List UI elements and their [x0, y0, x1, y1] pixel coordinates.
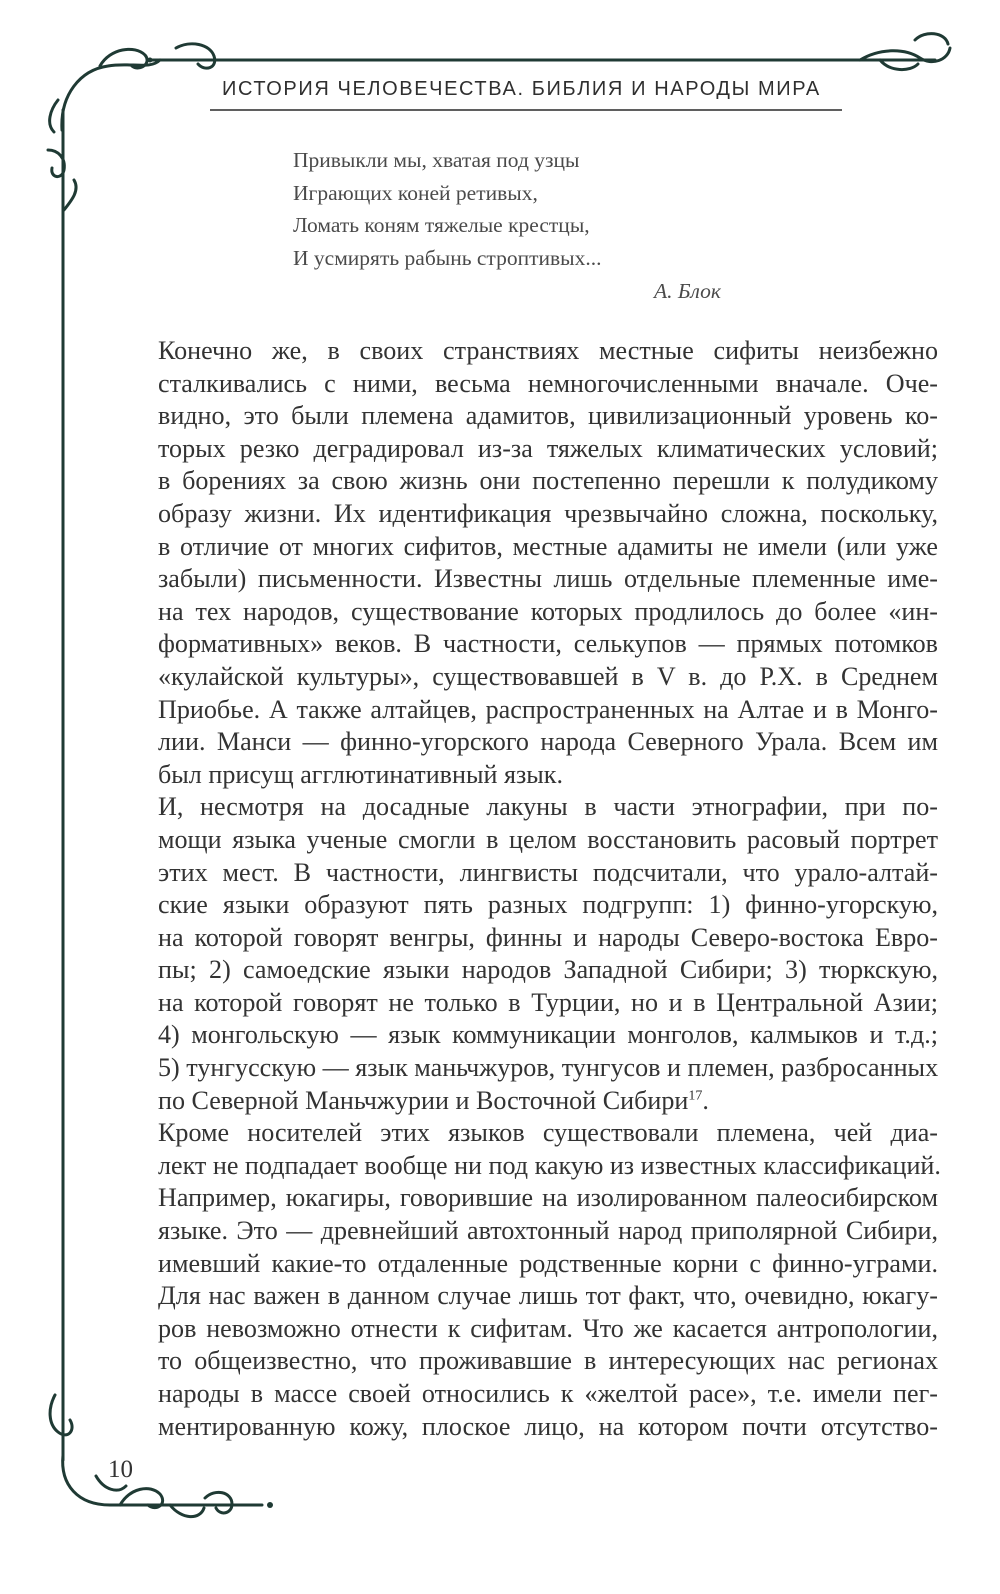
text-line: 5) тунгусскую — язык маньчжуров, тунгусов и племен, разбросанных — [158, 1053, 939, 1083]
text-line: ров невозможно отнести к сифитам. Что же касается антропологии, — [158, 1313, 938, 1343]
text-line: лии. Манси — финно-угорского народа Северного Урала. Всем им — [158, 727, 938, 757]
paragraph — [112, 335, 938, 791]
paragraph — [112, 1117, 941, 1443]
text-line: образу жизни. Их идентификация чрезвычайно сложна, поскольку, — [158, 498, 938, 528]
text-line: этих мест. В частности, лингвисты подсчитали, что урало-алтай- — [158, 857, 938, 887]
text-line: на которой говорят не только в Турции, но и в Центральной Азии; — [158, 987, 938, 1017]
text-line: И, несмотря на досадные лакуны в части этнографии, при по- — [158, 792, 938, 822]
text-line: формативных» веков. В частности, селькупов — прямых потомков — [158, 629, 938, 659]
text-line: «кулайской культуры», существовавшей в V в. до Р.Х. в Среднем — [158, 661, 938, 691]
text-line: сталкивались с ними, весьма немногочисленными вначале. Оче- — [158, 368, 938, 398]
text-line: Конечно же, в своих странствиях местные сифиты неизбежно — [158, 336, 938, 365]
text-line: Приобье. А также алтайцев, распространенных на Алтае и в Монго- — [158, 694, 938, 724]
epigraph — [293, 144, 723, 308]
text-line: на которой говорят венгры, финны и народы Северо-востока Евро- — [158, 922, 938, 952]
epigraph-line: Привыкли мы, хватая под узцы — [293, 148, 580, 172]
text-line: видно, это были племена адамитов, цивилизационный уровень ко- — [158, 401, 938, 431]
running-head: ИСТОРИЯ ЧЕЛОВЕЧЕСТВА. БИБЛИЯ И НАРОДЫ МИРА — [222, 78, 821, 100]
text-line: Для нас важен в данном случае лишь тот факт, что, очевидно, юкагу- — [158, 1281, 938, 1311]
text-line: был присущ агглютинативный язык. — [158, 759, 564, 789]
text-line: торых резко деградировал из-за тяжелых климатических условий; — [158, 433, 938, 463]
text-line: народы в массе своей относились к «желтой расе», т.е. имели пег- — [158, 1379, 938, 1408]
body-text — [112, 335, 941, 1443]
text-line: ские языки образуют пять разных подгрупп: 1) финно-угорскую, — [158, 890, 938, 920]
text-line: Например, юкагиры, говорившие на изолированном палеосибирском — [158, 1183, 938, 1213]
text-line: 4) монгольскую — язык коммуникации монголов, калмыков и т.д.; — [158, 1020, 938, 1050]
text-line: забыли) письменности. Известны лишь отдельные племенные име- — [158, 564, 938, 594]
text-line: языке. Это — древнейший автохтонный народ приполярной Сибири, — [158, 1216, 938, 1246]
epigraph-line: И усмирять рабынь строптивых... — [293, 246, 602, 271]
epigraph-line: Играющих коней ретивых, — [293, 180, 538, 205]
text-line: на тех народов, существование которых продлилось до более «ин- — [158, 596, 938, 626]
text-line-with-footnote: по Северной Маньчжурии и Восточной Сибири$^{17}$. — [158, 1085, 709, 1115]
text-line: лект не подпадает вообще ни под какую из известных классификаций. — [158, 1150, 941, 1180]
text-line: пы; 2) самоедские языки народов Западной Сибири; 3) тюркскую, — [158, 955, 938, 985]
text-line: в отличие от многих сифитов, местные адамиты не имели (или уже — [158, 531, 938, 561]
text-line: то общеизвестно, что проживавшие в интересующих нас регионах — [158, 1346, 938, 1376]
text-line: по Северной Маньчжурии и Восточной Сибири — [158, 1085, 689, 1115]
page-number: 10 — [108, 1456, 133, 1483]
epigraph-author: А. Блок — [653, 278, 721, 303]
paragraph — [112, 791, 938, 1117]
epigraph-line: Ломать коням тяжелые крестцы, — [293, 213, 590, 238]
text-line: имевший какие-то отдаленные родственные корни с финно-уграми. — [158, 1248, 938, 1278]
text-line: в борениях за свою жизнь они постепенно перешли к полудикому — [158, 466, 938, 496]
text-line: мощи языка ученые смогли в целом восстановить расовый портрет — [158, 824, 938, 854]
text-line: ментированную кожу, плоское лицо, на котором почти отсутство- — [158, 1411, 938, 1441]
footnote-ref[interactable]: 17 — [688, 1087, 703, 1103]
text-line: Кроме носителей этих языков существовали племена, чей диа- — [158, 1118, 938, 1148]
